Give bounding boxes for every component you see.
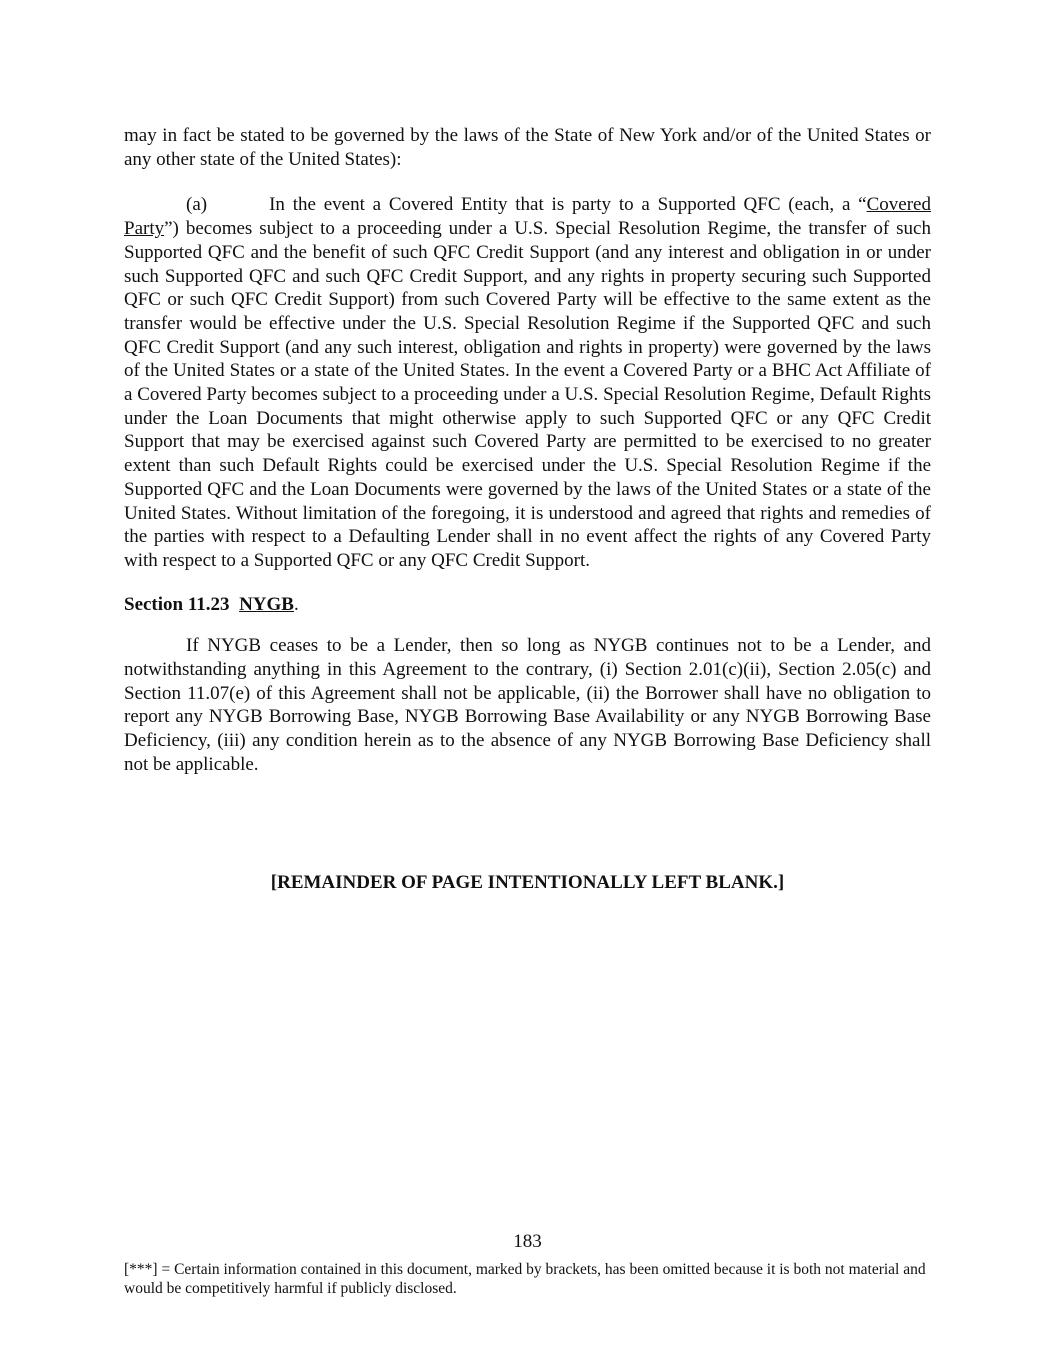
section-title-suffix: .	[293, 593, 299, 615]
section-title: NYGB	[239, 593, 294, 615]
paragraph-a-text-start: In the event a Covered Entity that is party to a Supported QFC (each, a “	[269, 194, 867, 216]
section-body: If NYGB ceases to be a Lender, then so long as NYGB continues not to be a Lender, and notwithstanding anything in this Agreement to the contrary, (i) Section 2.01(c)(ii), Section 2.05(c) and Section 11.07(e) of this Agreement shall not be applicable, (ii) the Borrower shall have no obligation to report any NYGB Borrowing Base, NYGB Borrowing Base Availability or any NYGB Borrowing Base Deficiency, (iii) any condition herein as to the absence of any NYGB Borrowing Base Deficiency shall not be applicable.	[124, 635, 931, 775]
paragraph-a	[124, 193, 931, 572]
section-heading	[124, 593, 931, 617]
footnote: [***] = Certain information contained in this document, marked by brackets, has been omitted because it is both not material and would be competitively harmful if publicly disclosed.	[124, 1261, 926, 1297]
defined-term-covered-party: Covered Party	[124, 194, 931, 240]
remainder-notice: [REMAINDER OF PAGE INTENTIONALLY LEFT BLANK.]	[270, 872, 785, 893]
section-number: Section 11.23	[124, 593, 230, 615]
paragraph-a-label: (a)	[186, 194, 208, 216]
document-body	[124, 124, 931, 777]
intro-paragraph: may in fact be stated to be governed by the laws of the State of New York and/or of the United States or any other state of the United States):	[124, 125, 931, 170]
page-number: 183	[513, 1231, 542, 1252]
paragraph-a-text-rest: ”) becomes subject to a proceeding under a U.S. Special Resolution Regime, the transfer of such Supported QFC and the benefit of such QFC Credit Support (and any interest and obligation in or under such Supported QFC and such QFC Credit Support, and any rights in property securing such Supported QFC or such QFC Credit Support) from such Covered Party will be effective to the same extent as the transfer would be effective under the U.S. Special Resolution Regime if the Supported QFC and such QFC Credit Support (and any such interest, obligation and rights in property) were governed by the laws of the United States or a state of the United States. In the event a Covered Party or a BHC Act Affiliate of a Covered Party becomes subject to a proceeding under a U.S. Special Resolution Regime, Default Rights under the Loan Documents that might otherwise apply to such Supported QFC or any QFC Credit Support that may be exercised against such Covered Party are permitted to be exercised to no greater extent than such Default Rights could be exercised under the U.S. Special Resolution Regime if the Supported QFC and the Loan Documents were governed by the laws of the United States or a state of the United States. Without limitation of the foregoing, it is understood and agreed that rights and remedies of the parties with respect to a Defaulting Lender shall in no event affect the rights of any Covered Party with respect to a Supported QFC or any QFC Credit Support.	[124, 218, 931, 571]
